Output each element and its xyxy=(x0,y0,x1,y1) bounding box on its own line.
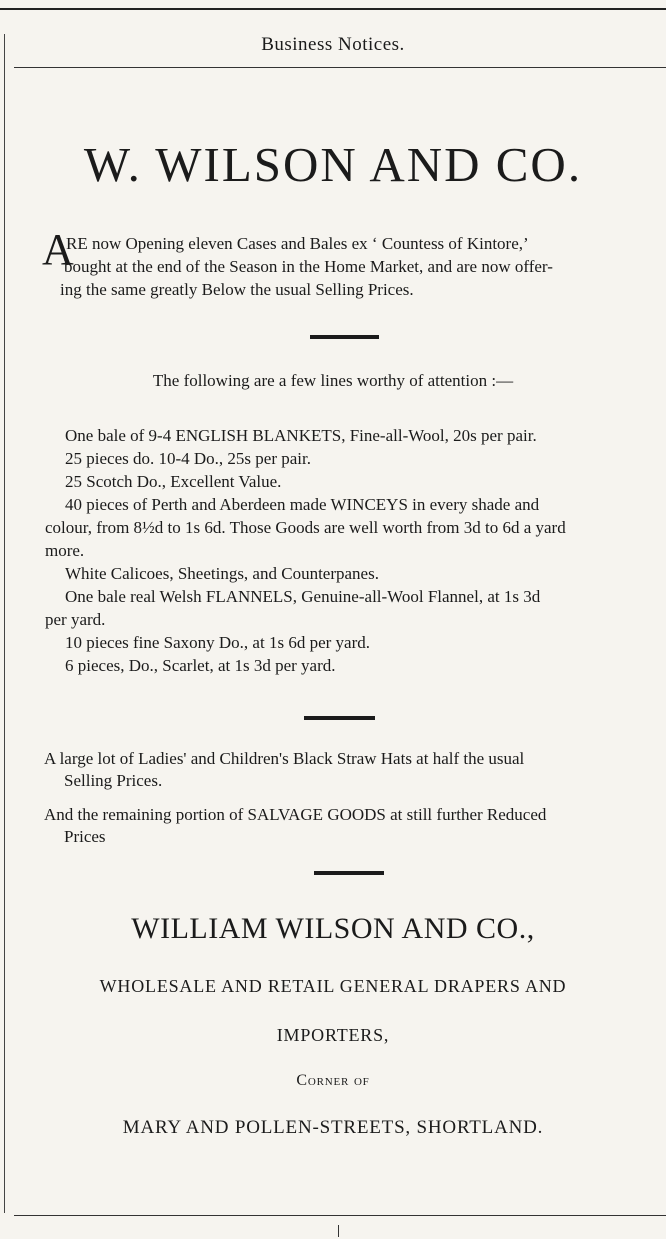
advert-firm-title: W. WILSON AND CO. xyxy=(83,137,583,192)
hats-line-2: Selling Prices. xyxy=(64,771,163,790)
hats-line-1: A large lot of Ladies' and Children's Black Straw Hats at half the usual xyxy=(44,749,525,768)
intro-line-2: bought at the end of the Season in the Home Market, and are now offer- xyxy=(64,257,553,276)
top-border-rule xyxy=(0,8,666,10)
intro-line-3: ing the same greatly Below the usual Selling Prices. xyxy=(60,280,414,299)
intro-line-1: RE now Opening eleven Cases and Bales ex ‘ Countess of Kintore,’ xyxy=(66,234,529,253)
drop-cap: A xyxy=(42,225,74,274)
goods-line: per yard. xyxy=(45,610,106,629)
section-title: Business Notices. xyxy=(261,34,405,55)
bottom-column-tick xyxy=(338,1225,339,1237)
footer-address: MARY AND POLLEN-STREETS, SHORTLAND. xyxy=(122,1117,544,1138)
bottom-border-rule xyxy=(14,1215,666,1216)
goods-line: colour, from 8½d to 1s 6d. Those Goods are well worth from 3d to 6d a yard xyxy=(45,518,566,537)
goods-line: 25 pieces do. 10-4 Do., 25s per pair. xyxy=(65,449,311,468)
lead-in-text: The following are a few lines worthy of attention :— xyxy=(152,371,514,390)
divider-2 xyxy=(304,716,375,720)
salvage-line-1: And the remaining portion of SALVAGE GOODS at still further Reduced xyxy=(44,805,547,824)
footer-corner: Corner of xyxy=(296,1072,370,1089)
footer-trade: WHOLESALE AND RETAIL GENERAL DRAPERS AND xyxy=(99,976,567,996)
goods-line: 25 Scotch Do., Excellent Value. xyxy=(65,472,282,491)
divider-1 xyxy=(310,335,379,339)
salvage-line-2: Prices xyxy=(64,827,106,846)
intro-paragraph xyxy=(42,225,636,301)
goods-line: One bale real Welsh FLANNELS, Genuine-all-Wool Flannel, at 1s 3d xyxy=(65,587,541,606)
goods-line: more. xyxy=(45,541,85,560)
goods-list xyxy=(45,424,638,677)
extra-notices xyxy=(44,748,636,848)
header-divider xyxy=(14,67,666,68)
goods-line: White Calicoes, Sheetings, and Counterpanes. xyxy=(65,564,379,583)
goods-line: One bale of 9-4 ENGLISH BLANKETS, Fine-all-Wool, 20s per pair. xyxy=(65,426,537,445)
footer-firm-name: WILLIAM WILSON AND CO., xyxy=(131,912,535,945)
divider-3 xyxy=(314,871,384,875)
goods-line: 40 pieces of Perth and Aberdeen made WINCEYS in every shade and xyxy=(65,495,540,514)
footer-importers: IMPORTERS, xyxy=(276,1025,390,1045)
goods-line: 10 pieces fine Saxony Do., at 1s 6d per yard. xyxy=(65,633,370,652)
goods-line: 6 pieces, Do., Scarlet, at 1s 3d per yard. xyxy=(65,656,336,675)
